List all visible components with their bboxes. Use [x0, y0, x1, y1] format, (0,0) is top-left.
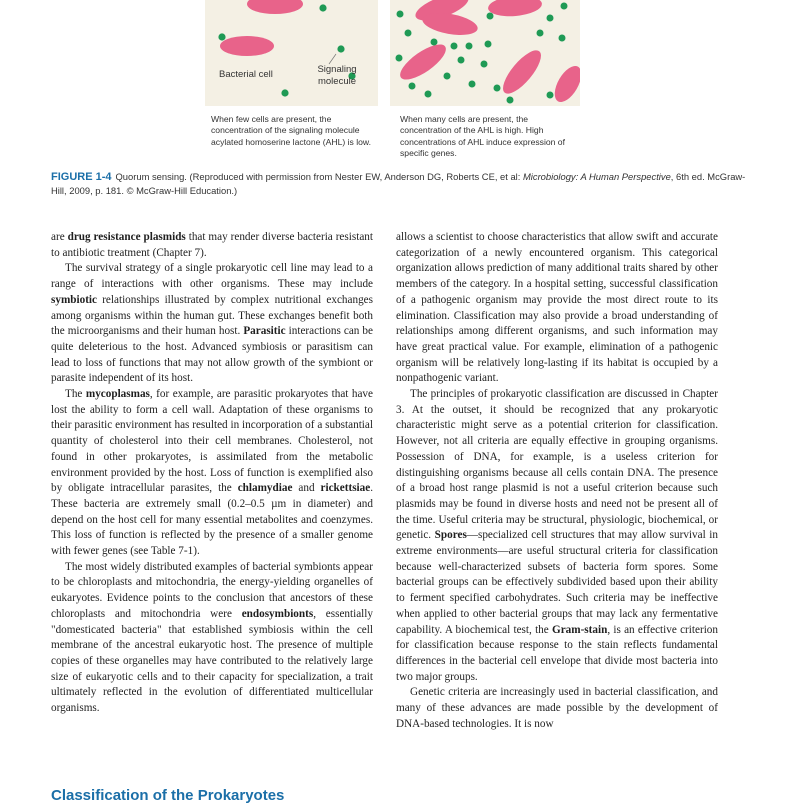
term-symbiotic: symbiotic — [51, 293, 97, 306]
paragraph: The principles of prokaryotic classification are discussed in Chapter 3. At the outset, it should be recognized that any prokaryotic characteristic might serve as a potential criterion for classification. However, not all criteria are equally effective in grouping organisms. Possession of DNA, for example, is a useless criterion for distinguishing organisms because all cells contain DNA. The presence of a broad host range plasmid is not a useful criterion because such plasmids may be found in diverse hosts and need not be present all of the time. Useful criteria may be structural, physiologic, biochemical, or genetic. Spores—specialized cell structures that may allow survival in extreme environments—are useful structural criteria for classification because well-characterized subsets of bacteria form spores. Some bacterial groups can be effectively subdivided based upon their ability to ferment specified carbohydrates. Such criteria may be ineffective when applied to other bacterial groups that may lack any fermentative capability. A biochemical test, the Gram-stain, is an effective criterion for classification because response to the stain reflects fundamental differences in the bacterial cell envelope that divide most bacteria into two major groups. — [396, 388, 718, 683]
signaling-molecule — [425, 91, 432, 98]
signaling-molecule — [458, 57, 465, 64]
signaling-molecule — [396, 55, 403, 62]
panel-caption-few-cells: When few cells are present, the concentration of the signaling molecule acylated homoserine lactone (AHL) is low. — [211, 114, 372, 147]
paragraph: allows a scientist to choose characteristics that allow swift and accurate categorization of a newly encountered organism. This categorical organization allows prediction of many additional traits shared by other members of the category. In a hospital setting, successful classification of a pathogenic organism may provide the most direct route to its elimination. Classification may also provide a broad understanding of relationships among different organisms, and such information may have great practical value. For example, elimination of a pathogenic organism will be relatively long-lasting if its habitat is occupied by a nonpathogenic variant. — [396, 231, 718, 385]
bacterial-cell — [247, 0, 303, 14]
bacterial-cell — [549, 62, 580, 106]
term-spores: Spores — [434, 529, 467, 542]
bacterial-cell — [497, 45, 547, 99]
figure-caption-tail: , 6th ed. McGraw-Hill, 2009, p. 181. © McGraw-Hill Education.) — [51, 171, 746, 196]
bacterial-cell — [220, 36, 274, 56]
signaling-molecule — [466, 43, 473, 50]
signaling-molecule — [485, 41, 492, 48]
term-chlamydiae: chlamydiae — [237, 482, 293, 495]
bacterial-cell-label: Bacterial cell — [219, 69, 273, 80]
signaling-molecule — [547, 15, 554, 22]
signaling-molecule — [469, 81, 476, 88]
term-gram-stain: Gram-stain — [552, 623, 608, 636]
signaling-molecule — [405, 30, 412, 37]
bacterial-cell — [487, 0, 543, 18]
signaling-molecule — [281, 89, 288, 96]
term-rickettsiae: rickettsiae — [320, 482, 371, 495]
bacterial-cell — [395, 38, 451, 85]
figure-caption — [51, 170, 751, 198]
panel-caption-many-cells: When many cells are present, the concentration of the AHL is high. High concentrations of AHL induce expression of specific genes. — [400, 114, 565, 159]
paragraph: The survival strategy of a single prokaryotic cell line may lead to a range of interactions with other organisms. These may include symbiotic relationships illustrated by complex nutritional exchanges among organisms within the human gut. These exchanges benefit both the microorganisms and their human host. Parasitic interactions can be quite deleterious to the host. Advanced symbiosis or parasitism can lead to loss of functions that may not allow growth of the symbiont or parasite independent of its host. — [51, 262, 373, 385]
signaling-molecule — [481, 61, 488, 68]
left-text-column — [51, 230, 373, 717]
signaling-molecule — [487, 13, 494, 20]
figure-panel-few-cells — [205, 0, 378, 106]
signaling-molecule — [218, 33, 225, 40]
figure-caption-text: Quorum sensing. (Reproduced with permission from Nester EW, Anderson DG, Roberts CE, et al: — [115, 171, 523, 182]
paragraph: are drug resistance plasmids that may render diverse bacteria resistant to antibiotic treatment (Chapter 7). — [51, 231, 373, 259]
term-mycoplasmas: mycoplasmas — [85, 388, 150, 401]
signaling-molecule — [409, 83, 416, 90]
signaling-molecule-label-2: molecule — [317, 76, 357, 87]
figure-label: FIGURE 1-4 — [51, 171, 112, 183]
signaling-molecule — [397, 11, 404, 18]
paragraph: The mycoplasmas, for example, are parasitic prokaryotes that have lost the ability to form a cell wall. Adaptation of these organisms to their parasitic environment has resulted in incorporation of a substantial quantity of cholesterol into their cell membranes. Cholesterol, not found in other prokaryotes, is assimilated from the metabolic environment provided by the host. Loss of function is exemplified also by obligate intracellular parasites, the chlamydiae and rickettsiae. These bacteria are extremely small (0.2–0.5 µm in diameter) and depend on the host cell for many essential metabolites and coenzymes. This loss of function is reflected by the presence of a smaller genome with fewer genes (see Table 7-1). — [51, 388, 374, 558]
figure-caption-book-title: Microbiology: A Human Perspective — [522, 171, 671, 182]
signaling-molecule — [547, 92, 554, 99]
section-heading: Classification of the Prokaryotes — [51, 787, 285, 804]
few-cells-illustration — [205, 0, 378, 106]
term-endosymbionts: endosymbionts — [241, 607, 314, 620]
signaling-molecule — [494, 85, 501, 92]
signaling-molecule — [444, 73, 451, 80]
signaling-molecule — [561, 3, 568, 10]
signaling-molecule — [451, 43, 458, 50]
paragraph: Genetic criteria are increasingly used in bacterial classification, and many of these advances are made possible by the development of DNA-based technologies. It is now — [396, 686, 718, 730]
signaling-molecule — [507, 97, 514, 104]
many-cells-illustration — [390, 0, 580, 106]
signaling-molecule — [319, 4, 326, 11]
signaling-molecule — [337, 45, 344, 52]
signaling-molecule — [559, 35, 566, 42]
paragraph: The most widely distributed examples of bacterial symbionts appear to be chloroplasts and mitochondria, the energy-yielding organelles of eukaryotes. Evidence points to the conclusion that ancestors of these chloroplasts and mitochondria were endosymbionts, essentially "domesticated bacteria" that established symbiosis within the cell membrane of the ancestral eukaryotic host. The presence of multiple copies of these organelles may have contributed to the relatively large size of eukaryotic cells and to their capacity for specialization, a trait ultimately reflected in the evolution of differentiated multicellular organisms. — [51, 560, 373, 715]
signaling-molecule — [431, 39, 438, 46]
term-drug-resistance-plasmids: drug resistance plasmids — [67, 231, 186, 243]
term-parasitic: Parasitic — [243, 325, 286, 338]
signaling-molecule-label-1: Signaling — [317, 64, 357, 75]
figure-panel-many-cells — [390, 0, 580, 106]
signaling-molecule — [537, 30, 544, 37]
right-text-column — [396, 230, 718, 733]
